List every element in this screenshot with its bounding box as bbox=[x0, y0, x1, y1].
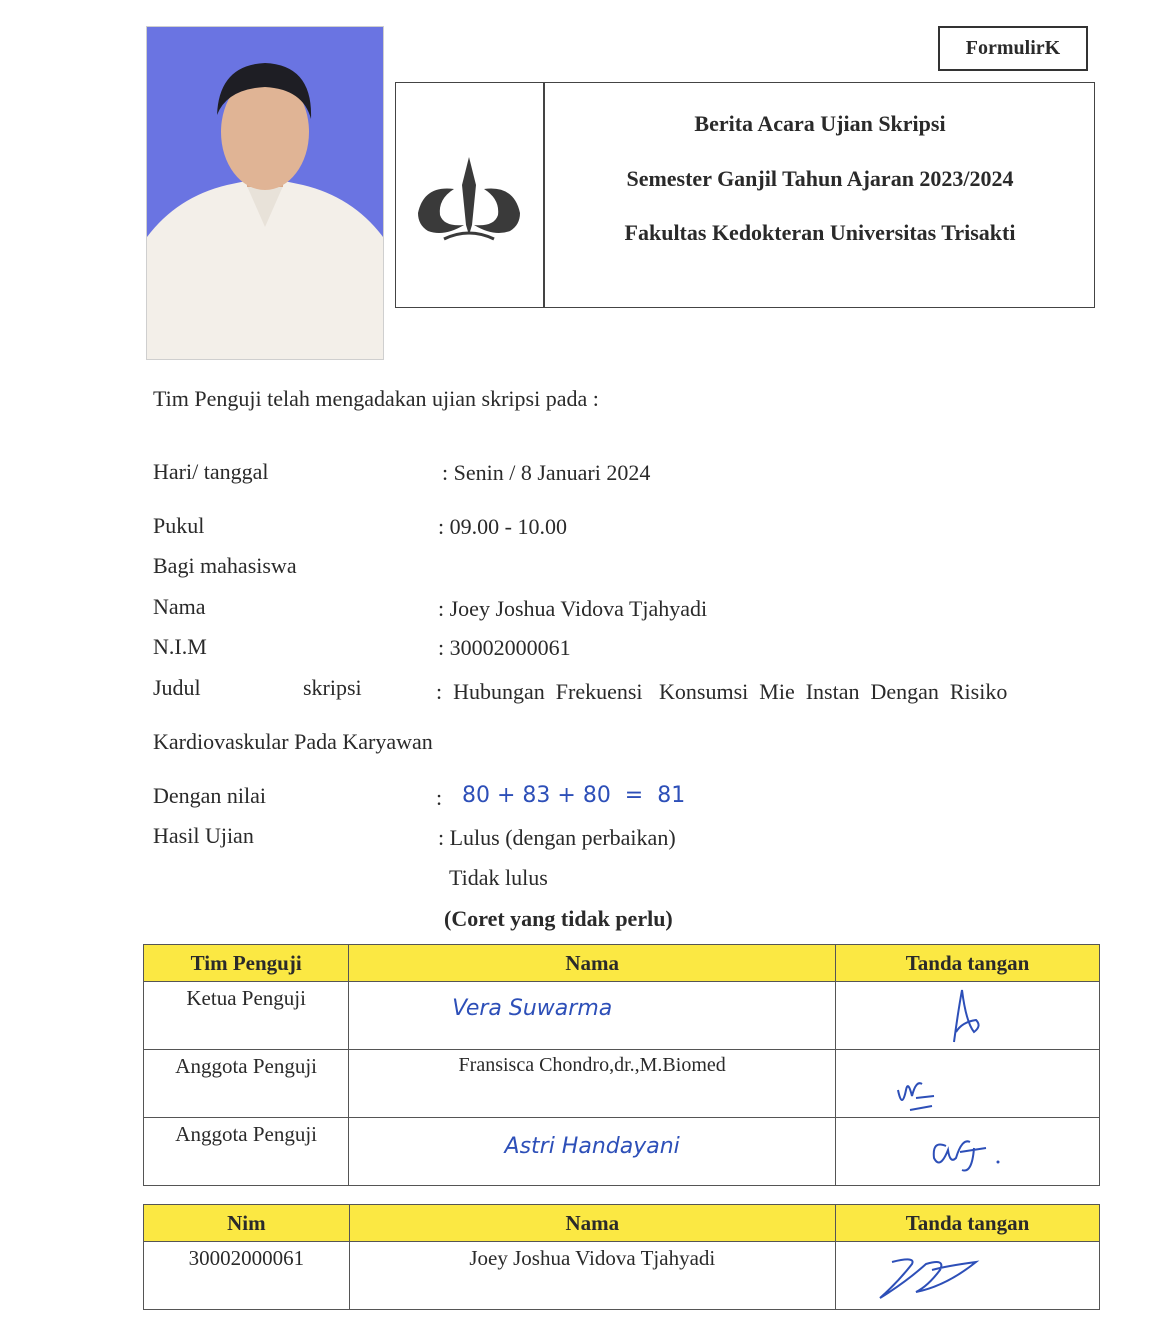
result-label: Hasil Ujian bbox=[153, 823, 254, 848]
strike-note: (Coret yang tidak perlu) bbox=[444, 906, 673, 931]
header-semester: Semester Ganjil Tahun Ajaran 2023/2024 bbox=[626, 166, 1014, 191]
grade-colon: : bbox=[436, 785, 443, 810]
for-student-label: Bagi mahasiswa bbox=[153, 553, 297, 578]
student-table bbox=[143, 1204, 1100, 1310]
document-header bbox=[395, 82, 1095, 308]
signature-mark bbox=[836, 1050, 1099, 1112]
examiner-role: Anggota Penguji bbox=[175, 1054, 318, 1078]
column-header-nim: Nim bbox=[144, 1205, 350, 1242]
nim-value: : 30002000061 bbox=[438, 635, 571, 660]
thesis-title-value: : Hubungan Frekuensi Konsumsi Mie Instan Dengan Risiko bbox=[436, 679, 1008, 704]
header-title: Berita Acara Ujian Skripsi bbox=[694, 111, 946, 136]
result-pass: : Lulus (dengan perbaikan) bbox=[438, 825, 676, 850]
result-fail: Tidak lulus bbox=[449, 865, 548, 890]
table-row bbox=[144, 982, 1100, 1050]
title-label: Judul bbox=[153, 675, 201, 700]
table-row bbox=[144, 1050, 1100, 1118]
form-code-badge: FormulirK bbox=[938, 26, 1088, 71]
thesis-title-continuation: Kardiovaskular Pada Karyawan bbox=[153, 729, 433, 754]
signature-mark bbox=[836, 1118, 1099, 1180]
student-portrait-image bbox=[147, 27, 383, 359]
examiner-role: Ketua Penguji bbox=[186, 986, 306, 1010]
column-header-name: Nama bbox=[349, 945, 836, 982]
name-value: : Joey Joshua Vidova Tjahyadi bbox=[438, 596, 708, 621]
student-table-header bbox=[144, 1205, 1100, 1242]
column-header-signature: Tanda tangan bbox=[835, 1205, 1099, 1242]
column-header-role: Tim Penguji bbox=[144, 945, 349, 982]
title-label-tail: skripsi bbox=[303, 675, 362, 700]
grade-value-handwritten: 80 + 83 + 80 = 81 bbox=[462, 783, 686, 808]
student-nim: 30002000061 bbox=[188, 1246, 305, 1270]
examiner-role: Anggota Penguji bbox=[175, 1122, 318, 1146]
university-logo-icon bbox=[414, 155, 524, 245]
table-row bbox=[144, 1242, 1100, 1310]
examiner-name: Astri Handayani bbox=[504, 1134, 680, 1159]
examiner-name: Vera Suwarma bbox=[452, 996, 613, 1021]
intro-text: Tim Penguji telah mengadakan ujian skripsi pada : bbox=[153, 386, 599, 411]
time-value: : 09.00 - 10.00 bbox=[438, 514, 567, 539]
time-label: Pukul bbox=[153, 513, 205, 538]
header-faculty: Fakultas Kedokteran Universitas Trisakti bbox=[624, 220, 1016, 245]
signature-mark bbox=[836, 982, 1099, 1044]
column-header-signature: Tanda tangan bbox=[835, 945, 1099, 982]
table-row bbox=[144, 1118, 1100, 1186]
date-value: : Senin / 8 Januari 2024 bbox=[442, 460, 651, 485]
name-label: Nama bbox=[153, 594, 206, 619]
student-photo bbox=[146, 26, 384, 360]
examiner-table bbox=[143, 944, 1100, 1186]
date-label: Hari/ tanggal bbox=[153, 459, 269, 484]
nim-label: N.I.M bbox=[153, 634, 207, 659]
column-header-name: Nama bbox=[349, 1205, 835, 1242]
student-name: Joey Joshua Vidova Tjahyadi bbox=[469, 1246, 716, 1270]
grade-label: Dengan nilai bbox=[153, 783, 267, 808]
examiner-table-header bbox=[144, 945, 1100, 982]
signature-mark bbox=[836, 1242, 1099, 1304]
header-divider bbox=[543, 83, 545, 307]
examiner-name: Fransisca Chondro,dr.,M.Biomed bbox=[458, 1054, 726, 1076]
